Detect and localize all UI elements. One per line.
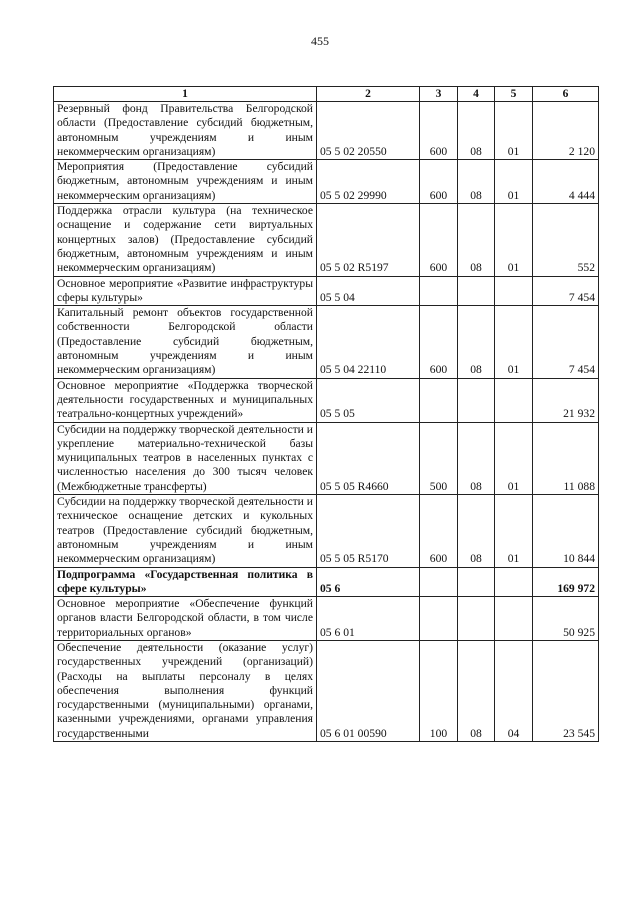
row-col-5: 01 (495, 160, 533, 204)
row-col-3: 600 (420, 102, 458, 160)
row-col-3: 500 (420, 422, 458, 494)
row-col-3: 600 (420, 204, 458, 276)
row-col-5: 01 (495, 306, 533, 378)
row-name: Субсидии на поддержку творческой деятельности и техническое оснащение детских и кукольных театров (Предоставление субсидий бюджетным, автономным учреждениям и иным некоммерческим организациям) (54, 495, 317, 567)
row-amount: 7 454 (533, 306, 599, 378)
header-col-1: 1 (54, 87, 317, 102)
row-col-3 (420, 597, 458, 641)
row-code: 05 6 (317, 567, 420, 597)
row-col-5 (495, 567, 533, 597)
row-name: Субсидии на поддержку творческой деятельности и укрепление материально-технической базы муниципальных театров в населенных пунктах с численностью населения до 300 тысяч человек (Межбюджетные трансферты) (54, 422, 317, 494)
row-col-5 (495, 378, 533, 422)
row-col-4: 08 (458, 640, 495, 741)
row-col-3: 600 (420, 160, 458, 204)
row-col-5: 01 (495, 422, 533, 494)
row-col-5: 01 (495, 102, 533, 160)
row-col-4 (458, 378, 495, 422)
row-col-4 (458, 567, 495, 597)
row-col-3: 100 (420, 640, 458, 741)
header-col-6: 6 (533, 87, 599, 102)
header-col-3: 3 (420, 87, 458, 102)
row-amount: 21 932 (533, 378, 599, 422)
table-row (54, 495, 599, 567)
row-name: Резервный фонд Правительства Белгородской области (Предоставление субсидий бюджетным, автономным учреждениям и иным некоммерческим организациям) (54, 102, 317, 160)
row-col-5: 01 (495, 204, 533, 276)
row-col-5: 01 (495, 495, 533, 567)
row-name: Основное мероприятие «Развитие инфраструктуры сферы культуры» (54, 276, 317, 306)
row-name: Поддержка отрасли культура (на техническое оснащение и содержание сети виртуальных концертных залов) (Предоставление субсидий бюджетным, автономным учреждениям и иным некоммерческим организациям) (54, 204, 317, 276)
row-amount: 2 120 (533, 102, 599, 160)
table-row (54, 204, 599, 276)
row-amount: 552 (533, 204, 599, 276)
row-name: Обеспечение деятельности (оказание услуг) государственных учреждений (организаций) (Расходы на выплаты персоналу в целях обеспечения выполнения функций государственными (муниципальными) органами, казенными учреждениями, органами управления государственными (54, 640, 317, 741)
row-amount: 23 545 (533, 640, 599, 741)
row-col-4 (458, 276, 495, 306)
row-name: Капитальный ремонт объектов государственной собственности Белгородской области (Предоставление субсидий бюджетным, автономным учреждениям и иным некоммерческим организациям) (54, 306, 317, 378)
row-code: 05 5 02 29990 (317, 160, 420, 204)
row-code: 05 5 04 (317, 276, 420, 306)
row-col-5 (495, 597, 533, 641)
table-header-row (54, 87, 599, 102)
row-col-3 (420, 378, 458, 422)
row-code: 05 6 01 (317, 597, 420, 641)
row-col-4 (458, 597, 495, 641)
row-code: 05 5 02 20550 (317, 102, 420, 160)
row-col-4: 08 (458, 204, 495, 276)
table-row (54, 378, 599, 422)
row-col-3: 600 (420, 306, 458, 378)
row-amount: 4 444 (533, 160, 599, 204)
table-row (54, 160, 599, 204)
table-row (54, 102, 599, 160)
row-code: 05 5 05 (317, 378, 420, 422)
row-amount: 10 844 (533, 495, 599, 567)
table-row (54, 597, 599, 641)
row-col-3 (420, 276, 458, 306)
header-col-2: 2 (317, 87, 420, 102)
row-name: Основное мероприятие «Поддержка творческой деятельности государственных и муниципальных театрально-концертных учреждений» (54, 378, 317, 422)
row-name: Мероприятия (Предоставление субсидий бюджетным, автономным учреждениям и иным некоммерческим организациям) (54, 160, 317, 204)
row-name: Основное мероприятие «Обеспечение функций органов власти Белгородской области, в том числе территориальных органов» (54, 597, 317, 641)
table-body (54, 102, 599, 742)
table-row (54, 422, 599, 494)
row-code: 05 5 04 22110 (317, 306, 420, 378)
row-col-4: 08 (458, 422, 495, 494)
row-code: 05 5 05 R4660 (317, 422, 420, 494)
row-amount: 7 454 (533, 276, 599, 306)
table-row (54, 567, 599, 597)
row-amount: 169 972 (533, 567, 599, 597)
header-col-5: 5 (495, 87, 533, 102)
row-col-3: 600 (420, 495, 458, 567)
row-col-4: 08 (458, 306, 495, 378)
page-number: 455 (311, 34, 329, 48)
row-code: 05 5 02 R5197 (317, 204, 420, 276)
budget-table (53, 86, 599, 742)
row-col-5: 04 (495, 640, 533, 741)
table-row (54, 276, 599, 306)
row-code: 05 6 01 00590 (317, 640, 420, 741)
row-col-4: 08 (458, 495, 495, 567)
row-col-4: 08 (458, 102, 495, 160)
row-amount: 50 925 (533, 597, 599, 641)
table-row (54, 306, 599, 378)
row-name: Подпрограмма «Государственная политика в сфере культуры» (54, 567, 317, 597)
row-amount: 11 088 (533, 422, 599, 494)
row-col-3 (420, 567, 458, 597)
row-col-5 (495, 276, 533, 306)
table-row (54, 640, 599, 741)
row-col-4: 08 (458, 160, 495, 204)
row-code: 05 5 05 R5170 (317, 495, 420, 567)
header-col-4: 4 (458, 87, 495, 102)
